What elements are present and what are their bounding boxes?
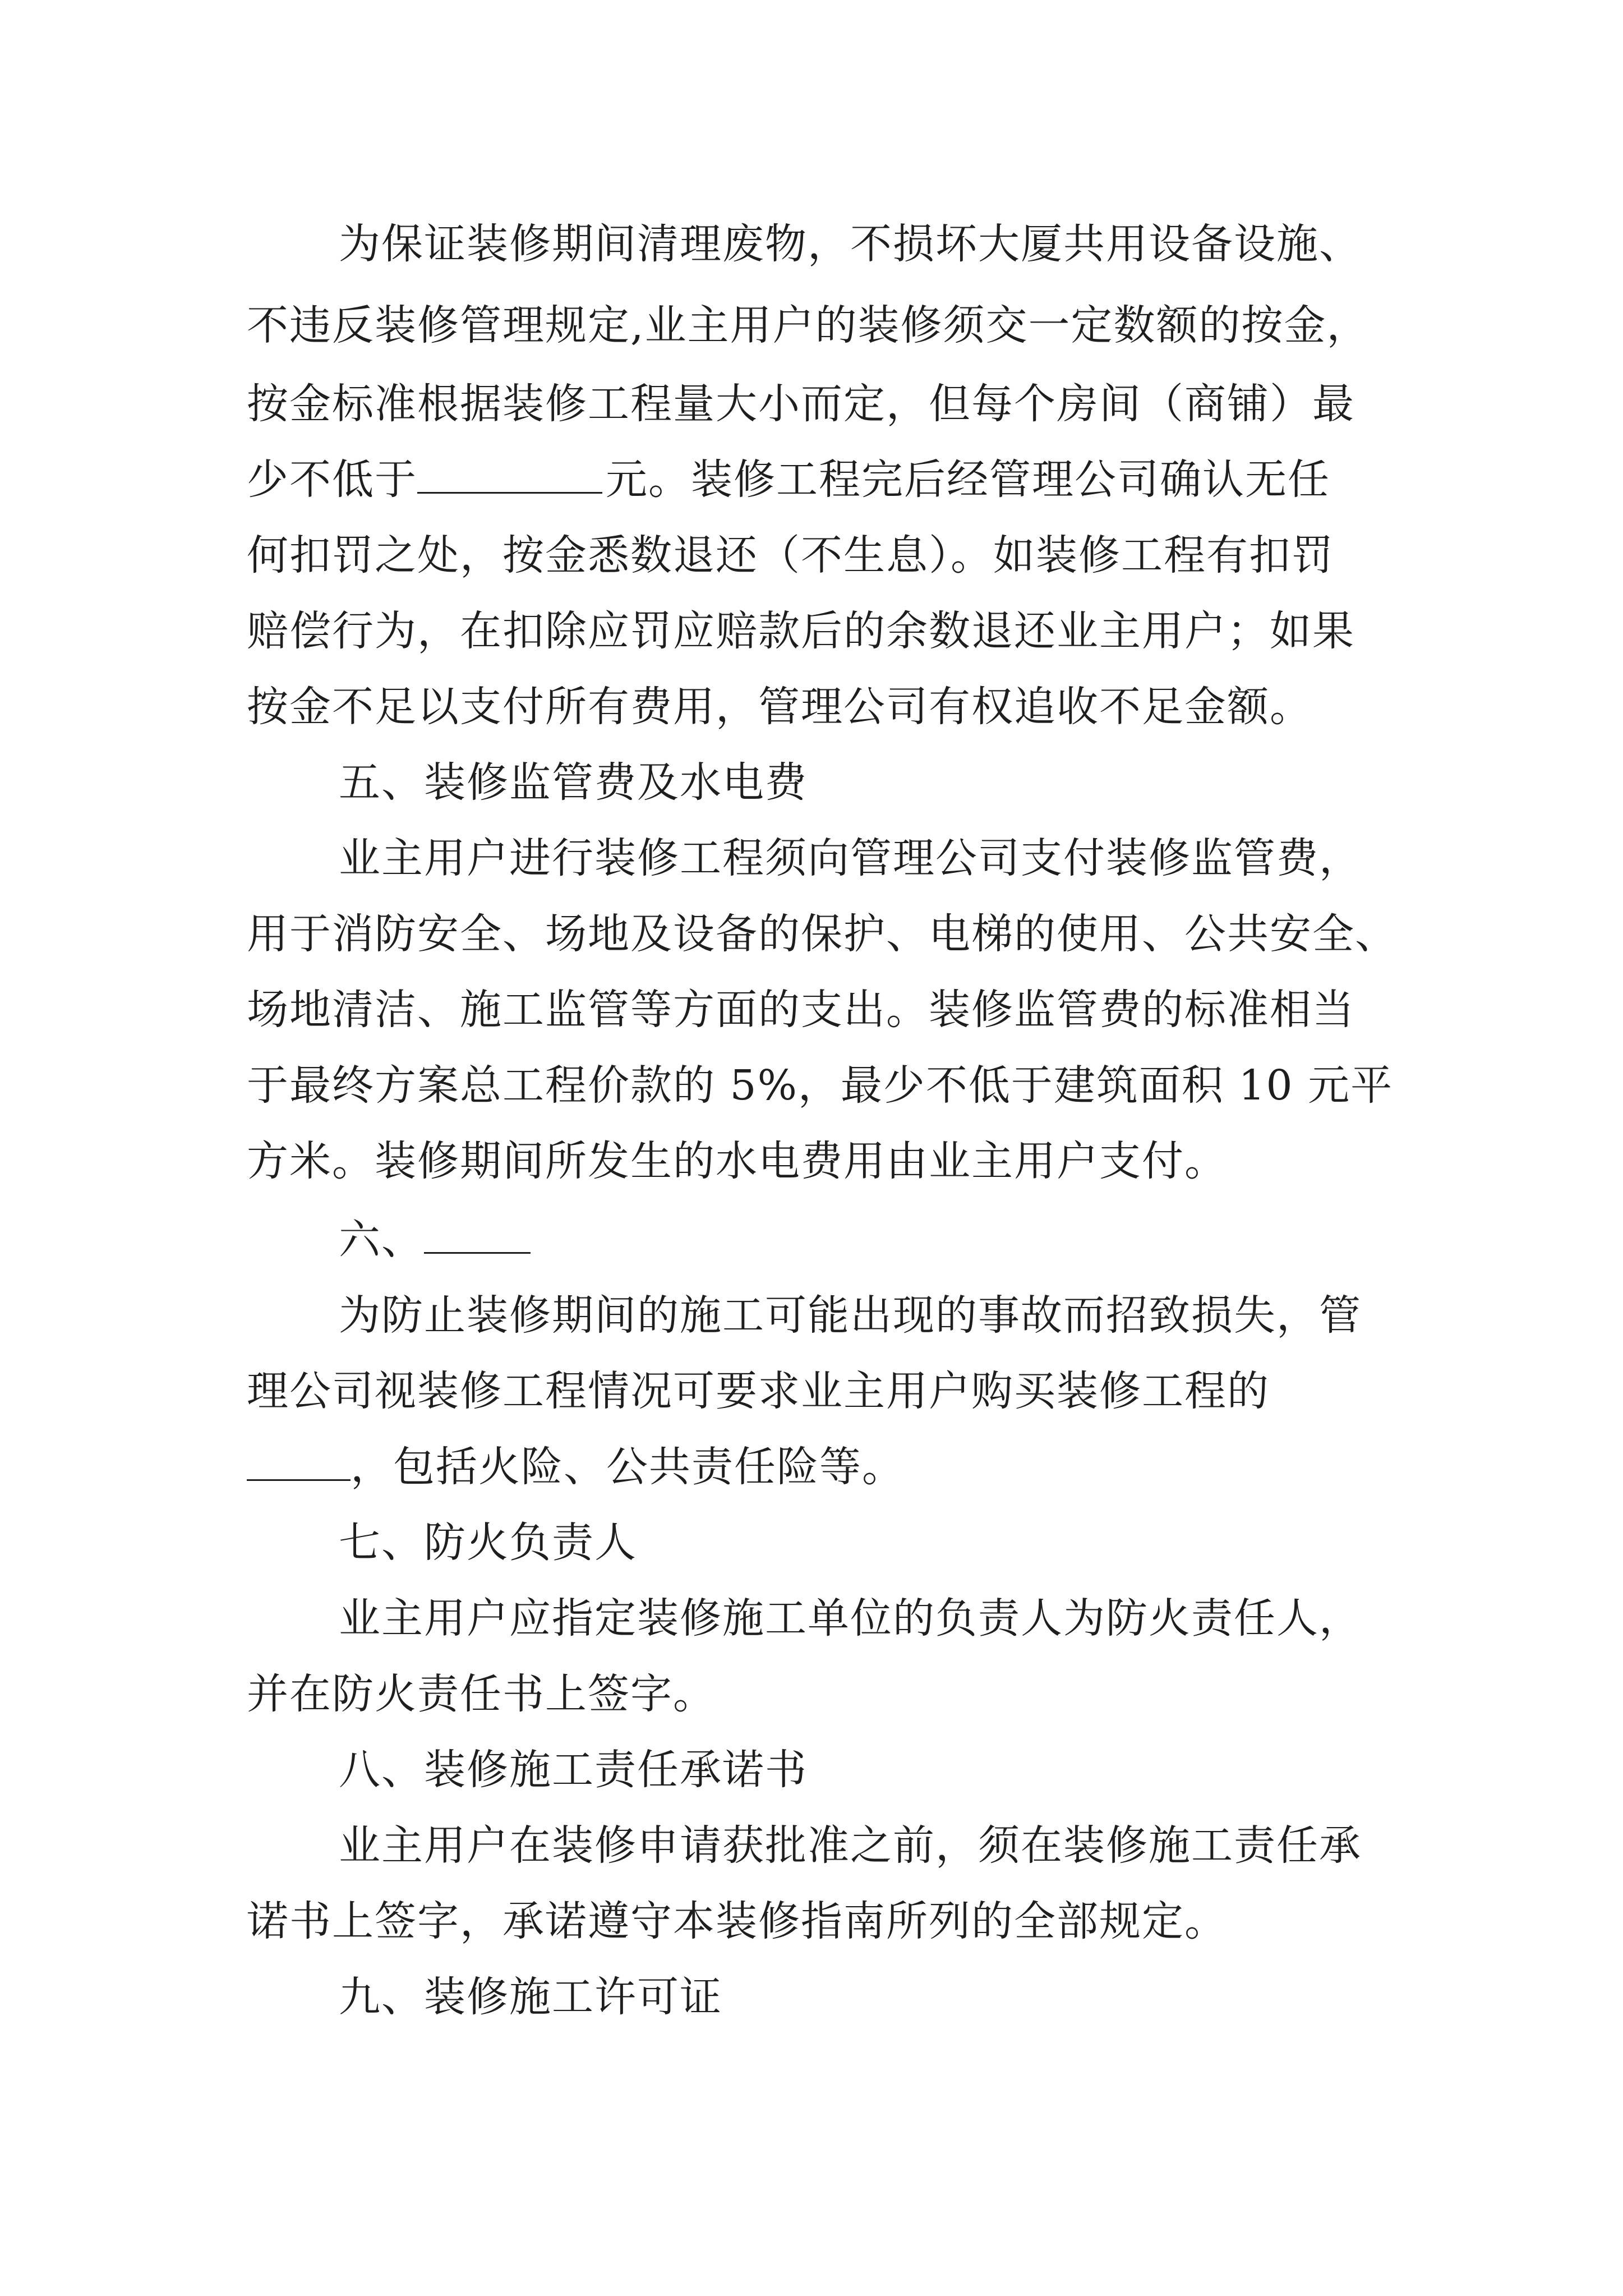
paragraph-supervision-line-3: 场地清洁、施工监管等方面的支出。装修监管费的标准相当 (247, 986, 1355, 1034)
paragraph-deposit-line-6: 赔偿行为，在扣除应罚应赔款后的余数退还业主用户；如果 (247, 607, 1355, 655)
paragraph-commitment-line-1: 业主用户在装修申请获批准之前，须在装修施工责任承 (339, 1821, 1362, 1870)
paragraph-supervision-line-1: 业主用户进行装修工程须向管理公司支付装修监管费， (339, 834, 1362, 882)
deposit-text-before-blank: 少不低于 (247, 455, 417, 504)
paragraph-supervision-line-4: 于最终方案总工程价款的 5%，最少不低于建筑面积 10 元平 (247, 1061, 1394, 1110)
heading-section-8: 八、装修施工责任承诺书 (339, 1746, 808, 1794)
heading-section-9: 九、装修施工许可证 (339, 1973, 722, 2021)
paragraph-supervision-line-5: 方米。装修期间所发生的水电费用由业主用户支付。 (247, 1137, 1227, 1185)
heading-section-7: 七、防火负责人 (339, 1519, 637, 1567)
heading-section-5: 五、装修监管费及水电费 (339, 758, 808, 807)
paragraph-commitment-line-2: 诺书上签字，承诺遵守本装修指南所列的全部规定。 (247, 1897, 1227, 1945)
deposit-amount-blank (417, 457, 602, 494)
heading-section-6-prefix: 六、 (339, 1216, 424, 1264)
paragraph-deposit-line-1: 为保证装修期间清理废物，不损坏大厦共用设备设施、 (339, 220, 1362, 268)
paragraph-insurance-line-2: 理公司视装修工程情况可要求业主用户购买装修工程的 (247, 1367, 1270, 1415)
paragraph-fire-line-1: 业主用户应指定装修施工单位的负责人为防火责任人， (339, 1594, 1362, 1642)
paragraph-deposit-line-2: 不违反装修管理规定,业主用户的装修须交一定数额的按金， (247, 301, 1370, 349)
paragraph-deposit-line-7: 按金不足以支付所有费用，管理公司有权追收不足金额。 (247, 683, 1312, 731)
deposit-text-after-blank: 元。装修工程完后经管理公司确认无任 (606, 455, 1330, 504)
paragraph-fire-line-2: 并在防火责任书上签字。 (247, 1670, 716, 1718)
heading-section-6 (339, 1212, 1516, 1268)
insurance-type-blank (247, 1444, 351, 1481)
paragraph-deposit-line-5: 何扣罚之处，按金悉数退还（不生息）。如装修工程有扣罚 (247, 531, 1334, 579)
paragraph-supervision-line-2: 用于消防安全、场地及设备的保护、电梯的使用、公共安全、 (247, 910, 1398, 958)
paragraph-insurance-line-3 (247, 1439, 1424, 1495)
insurance-text-after-blank: ，包括火险、公共责任险等。 (351, 1443, 905, 1491)
paragraph-deposit-line-3: 按金标准根据装修工程量大小而定，但每个房间（商铺）最 (247, 380, 1355, 428)
paragraph-insurance-line-1: 为防止装修期间的施工可能出现的事故而招致损失，管 (339, 1291, 1362, 1340)
heading-section-6-blank (424, 1217, 531, 1254)
paragraph-deposit-line-4 (247, 452, 1424, 508)
